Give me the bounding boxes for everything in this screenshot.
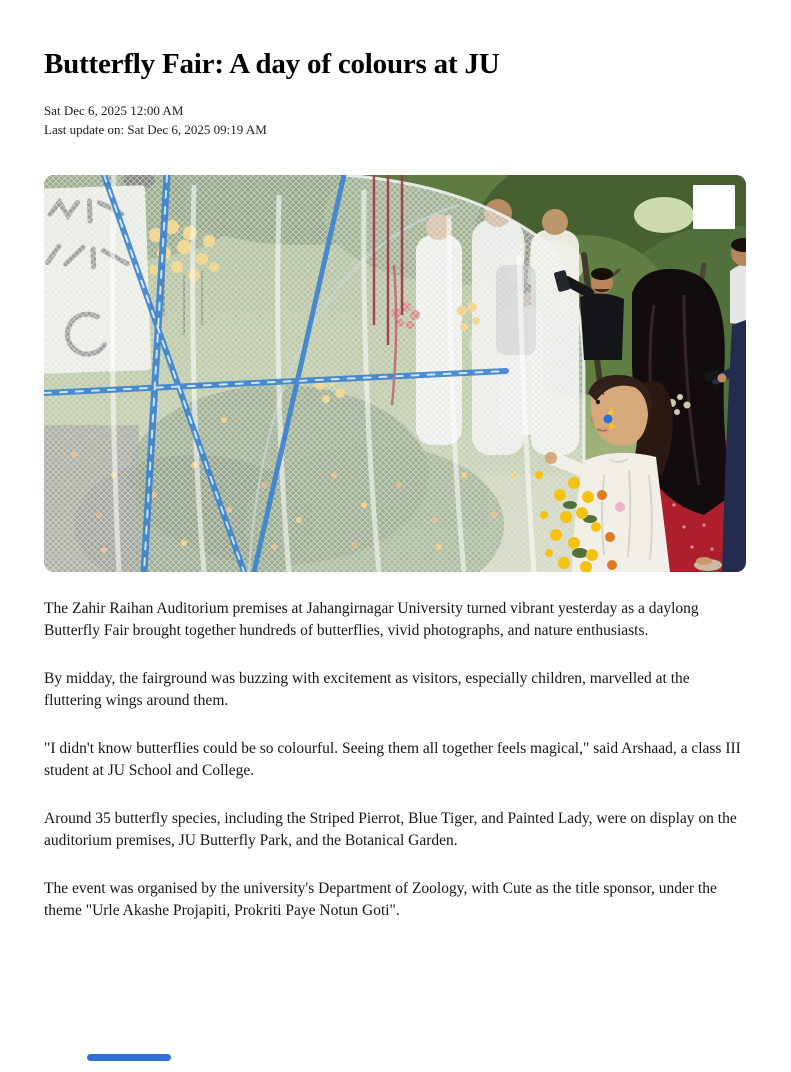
article-photo: [44, 175, 746, 572]
publish-date: Sat Dec 6, 2025 12:00 AM: [44, 103, 184, 118]
loading-progress-bar: [87, 1054, 171, 1061]
paragraph-5: The event was organised by the university's Department of Zoology, with Cute as the title sponsor, under the theme "Urle Akashe Projapiti, Prokriti Paye Notun Goti".: [44, 880, 717, 919]
paragraph-1: The Zahir Raihan Auditorium premises at Jahangirnagar University turned vibrant yesterday as a daylong Butterfly Fair brought together hundreds of butterflies, vivid photographs, and nature enthusiasts.: [44, 600, 699, 639]
last-update-date: Last update on: Sat Dec 6, 2025 09:19 AM: [44, 122, 267, 137]
article-headline: Butterfly Fair: A day of colours at JU: [44, 48, 500, 80]
paragraph-4: Around 35 butterfly species, including the Striped Pierrot, Blue Tiger, and Painted Lady, were on display on the auditorium premises, JU Butterfly Park, and the Botanical Garden.: [44, 810, 737, 849]
butterfly-enclosure-illustration: [44, 175, 746, 572]
paragraph-3: "I didn't know butterflies could be so colourful. Seeing them all together feels magical," said Arshaad, a class III student at JU School and College.: [44, 740, 741, 779]
paragraph-2: By midday, the fairground was buzzing with excitement as visitors, especially children, marvelled at the fluttering wings around them.: [44, 670, 690, 709]
watermark-box: [693, 185, 735, 229]
article-page: [44, 48, 746, 922]
article-meta: [44, 101, 746, 139]
article-body: [44, 598, 746, 922]
